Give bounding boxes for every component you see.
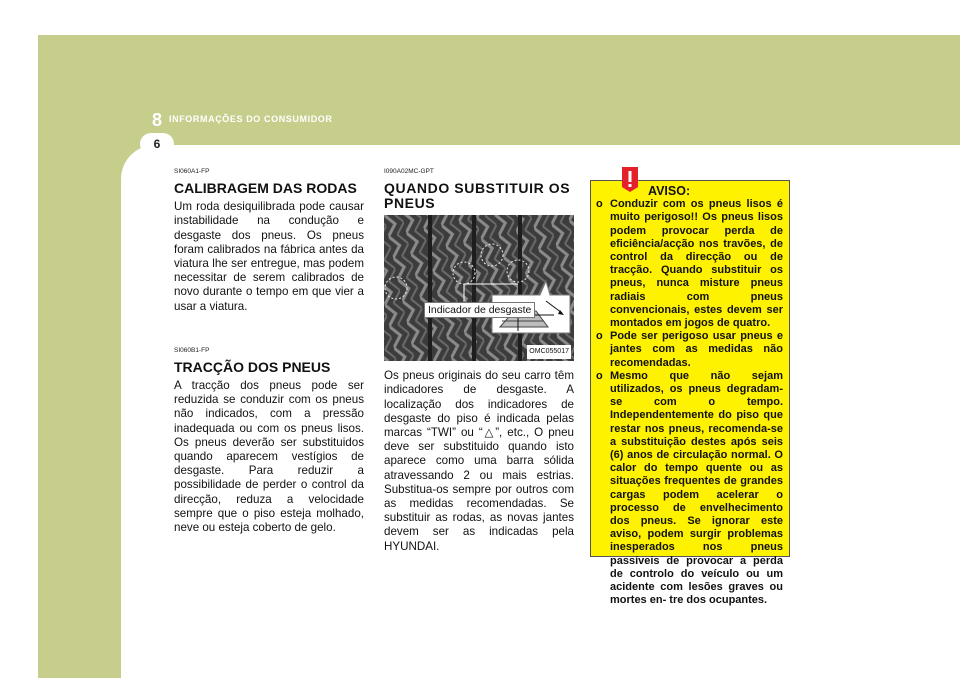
warning-text: Conduzir com os pneus lisos é muito perigoso!! Os pneus lisos podem provocar perda de eficiência/acção nos travões, de control da direcção ou de tracção. Quando substituir os pneus, nunca misture pneus radiais com pneus convencionais, estes devem ser montados em jogos de quatro. [610, 198, 783, 330]
warning-icon [618, 165, 642, 193]
tire-tread-figure [384, 215, 574, 361]
bullet: o [596, 198, 603, 211]
list-item [596, 330, 783, 370]
middle-column [384, 165, 574, 554]
left-column [174, 165, 364, 535]
warning-text: Mesmo que não sejam utilizados, os pneus degradam-se com o tempo. Independentemente do piso que restar nos pneus, recomenda-se a substituição destes após seis (6) anos de circulação normal. O calor do tempo quente ou as situações frequentes de grandes cargas podem acelerar o processo de envelhecimento dos pneus. Se ignorar este aviso, podem surgir problemas inesperados nos pneus passíveis de provocar a perda de controlo do veículo ou um acidente com lesões graves ou mortes en- tre dos ocupantes. [610, 369, 783, 607]
section-code: SI060B1-FP [174, 346, 210, 354]
bullet: o [596, 330, 603, 343]
watermark: carmanualsonline.info [608, 644, 863, 671]
warning-text: Pode ser perigoso usar pneus e jantes com as medidas não recomendadas. [610, 330, 783, 369]
section-code: I090A02MC-GPT [384, 168, 434, 175]
section-body: Um roda desiquilibrada pode causar instabilidade na condução e desgaste dos pneus. Os pneus foram calibrados na fábrica antes da viatura lhe ser entregue, mas podem necessitar de serem calibrados de novo durante o tempo em que vier a usar a viatura. [174, 200, 364, 313]
list-item [596, 370, 783, 608]
figure-code: OMC055017 [527, 345, 571, 359]
chapter-title: INFORMAÇÕES DO CONSUMIDOR [169, 114, 333, 124]
chapter-number: 8 [152, 110, 163, 130]
list-item [596, 198, 783, 330]
tire-tread-illustration [384, 215, 574, 361]
section-title: CALIBRAGEM DAS RODAS [174, 180, 357, 197]
page-number-tab [140, 133, 174, 155]
section-body: A tracção dos pneus pode ser reduzida se conduzir com os pneus não indicados, com a pressão inadequada ou com os pneus lisos. Os pneus deverão ser substituidos quando aparecem vestígios de desgaste. Para reduzir a possibilidade de perder o control da direcção, reduza a velocidade sempre que o piso esteja molhado, neve ou esteja coberto de gelo. [174, 379, 364, 535]
wear-indicator-label: Indicador de desgaste [424, 302, 535, 318]
warning-box [590, 180, 790, 607]
bullet: o [596, 369, 603, 382]
section-body: Os pneus originais do seu carro têm indicadores de desgaste. A localização dos indicadores de desgaste do piso é indicada pelas marcas “TWI” ou “△”, etc., O pneu deve ser substituido quando isto aparece como uma barra sólida atravessando 2 ou mais estrias. Substitua-os sempre por outros com as medidas recomendadas. Se substituir as rodas, as novas jantes devem ser as indicadas pela HYUNDAI. [384, 369, 574, 553]
warning-title: AVISO: [648, 184, 691, 198]
section-title: QUANDO SUBSTITUIR OS PNEUS [384, 180, 571, 212]
section-code: SI060A1-FP [174, 168, 210, 175]
section-title: TRACÇÃO DOS PNEUS [174, 359, 331, 376]
page-number: 6 [153, 137, 161, 151]
warning-list [596, 198, 783, 607]
